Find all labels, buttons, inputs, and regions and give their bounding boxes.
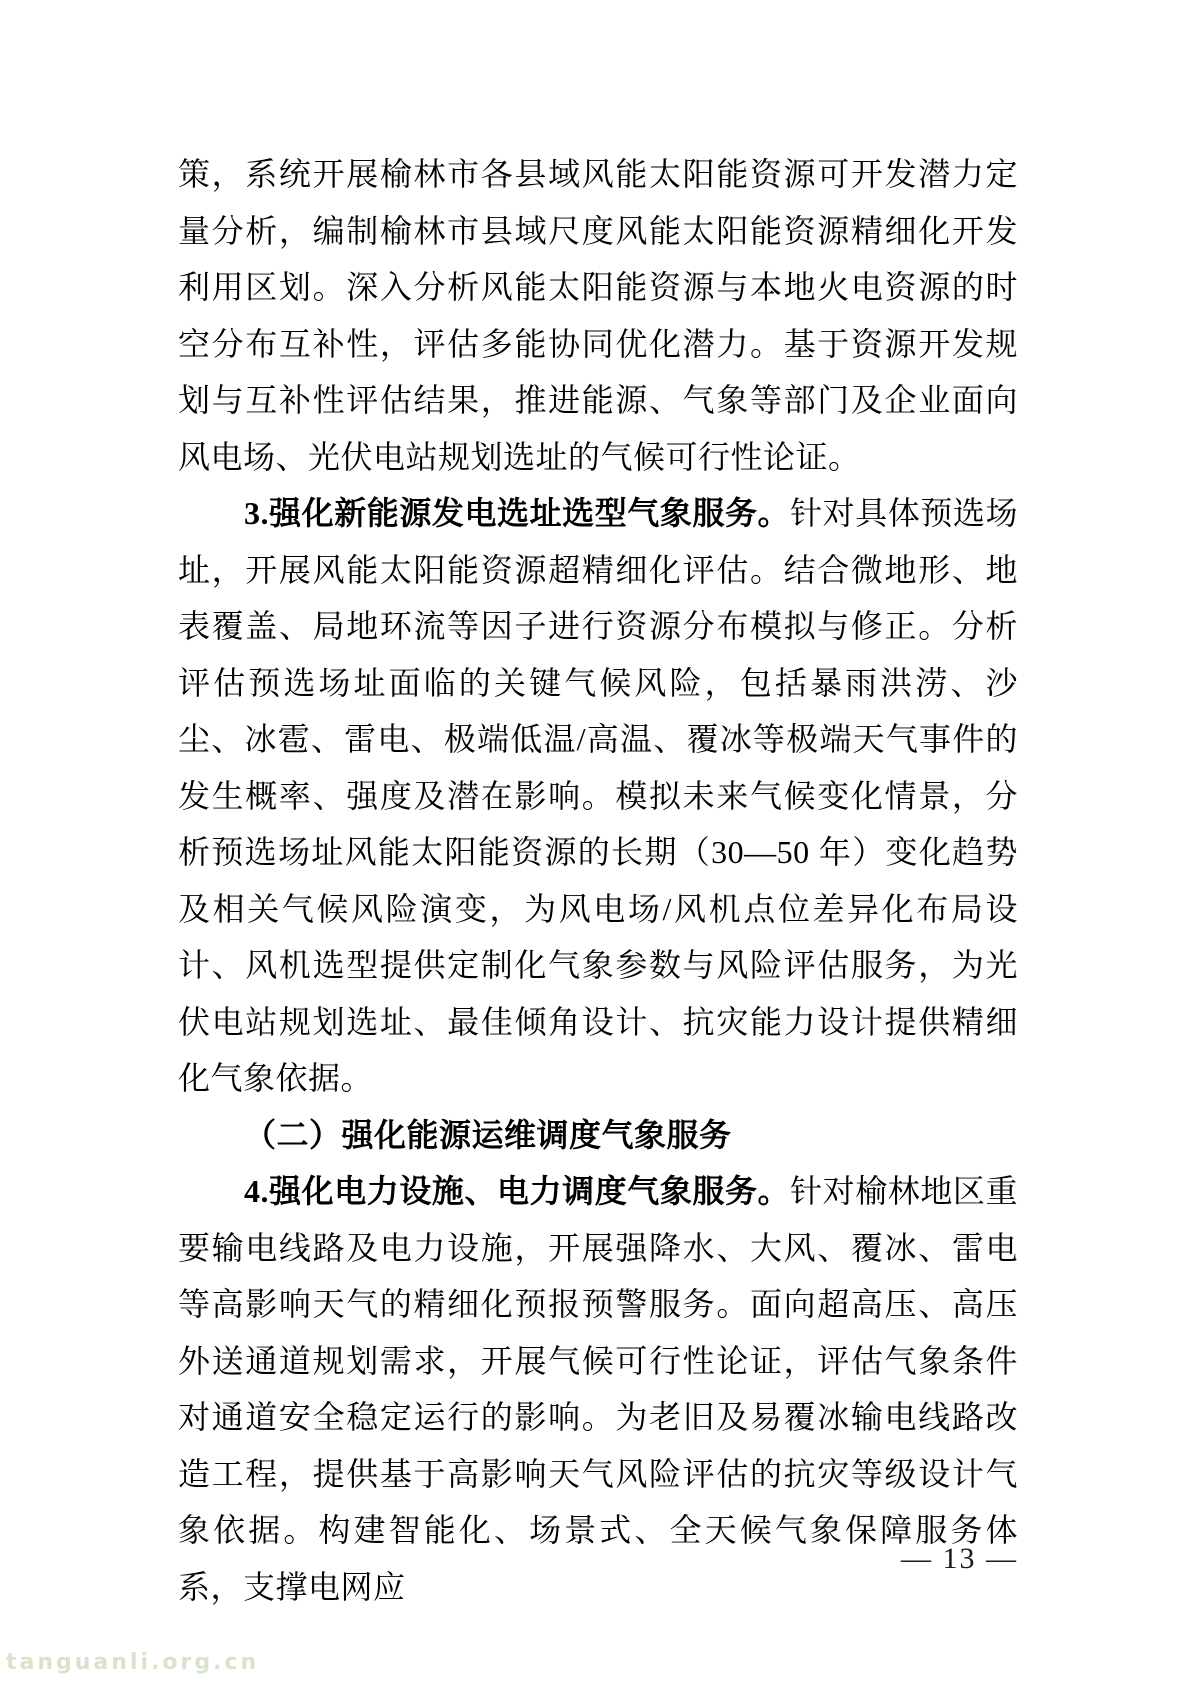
paragraph-continuation: 策，系统开展榆林市各县域风能太阳能资源可开发潜力定量分析，编制榆林市县域尺度风能太阳能资源精细化开发利用区划。深入分析风能太阳能资源与本地火电资源的时空分布互补性，评估多能协同优化潜力。基于资源开发规划与互补性评估结果，推进能源、气象等部门及企业面向风电场、光伏电站规划选址的气候可行性论证。 xyxy=(178,156,1018,475)
item-4-bold-lead: 4.强化电力设施、电力调度气象服务。 xyxy=(244,1173,791,1209)
page-number: — 13 — xyxy=(901,1542,1018,1575)
section-heading: （二）强化能源运维调度气象服务 xyxy=(244,1116,732,1153)
watermark: tanguanli.org.cn xyxy=(6,1650,260,1675)
item-3-bold-lead: 3.强化新能源发电选址选型气象服务。 xyxy=(244,495,791,531)
document-body xyxy=(178,146,1018,1615)
paragraph-item-3 xyxy=(178,485,1018,1107)
item-3-body-text: 针对具体预选场址，开展风能太阳能资源超精细化评估。结合微地形、地表覆盖、局地环流等因子进行资源分布模拟与修正。分析评估预选场址面临的关键气候风险，包括暴雨洪涝、沙尘、冰雹、雷电、极端低温/高温、覆冰等极端天气事件的发生概率、强度及潜在影响。模拟未来气候变化情景，分析预选场址风能太阳能资源的长期（30—50 年）变化趋势及相关气候风险演变，为风电场/风机点位差异化布局设计、风机选型提供定制化气象参数与风险评估服务，为光伏电站规划选址、最佳倾角设计、抗灾能力设计提供精细化气象依据。 xyxy=(178,495,1018,1096)
item-4-body-text: 针对榆林地区重要输电线路及电力设施，开展强降水、大风、覆冰、雷电等高影响天气的精细化预报预警服务。面向超高压、高压外送通道规划需求，开展气候可行性论证，评估气象条件对通道安全稳定运行的影响。为老旧及易覆冰输电线路改造工程，提供基于高影响天气风险评估的抗灾等级设计气象依据。构建智能化、场景式、全天候气象保障服务体系，支撑电网应 xyxy=(178,1173,1018,1605)
paragraph-item-4 xyxy=(178,1163,1018,1615)
